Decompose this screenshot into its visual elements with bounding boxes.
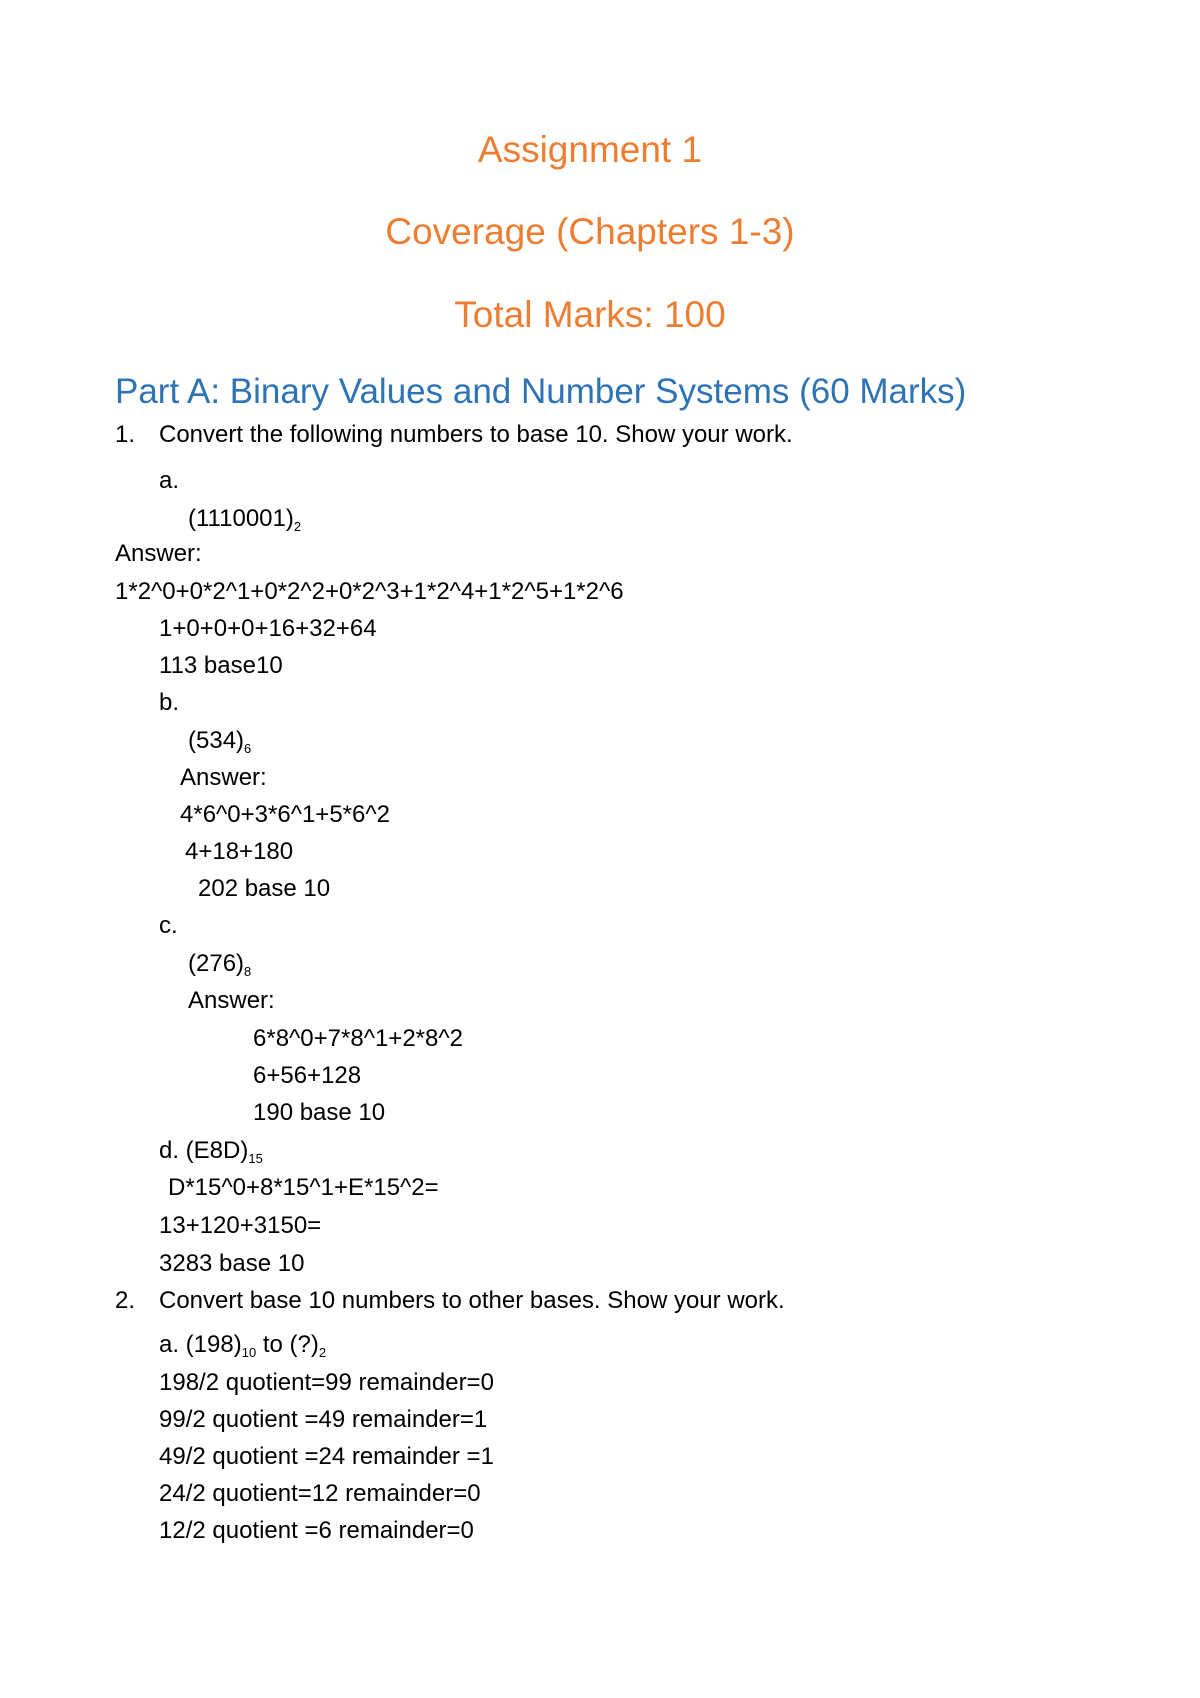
q1c-number: (276) [188, 950, 245, 977]
q1b-number: (534) [188, 727, 245, 754]
q1b-base: 6 [244, 741, 252, 756]
q2a-to-base: 2 [318, 1345, 327, 1360]
q1c-answer-label: Answer: [188, 987, 275, 1014]
q1d-expansion: D*15^0+8*15^1+E*15^2= [168, 1174, 439, 1201]
q1c-label: c. [159, 912, 178, 939]
q1b-answer-label: Answer: [180, 764, 267, 791]
q2a-step: 49/2 quotient =24 remainder =1 [159, 1443, 494, 1470]
q1d-base: 15 [248, 1151, 263, 1166]
q2a-step: 99/2 quotient =49 remainder=1 [159, 1406, 488, 1433]
question-2-prompt: Convert base 10 numbers to other bases. Show your work. [159, 1287, 785, 1314]
q1a-sum: 1+0+0+0+16+32+64 [159, 615, 377, 642]
q1b-label: b. [159, 689, 180, 716]
q1c-result: 190 base 10 [253, 1099, 386, 1126]
q1b-expansion: 4*6^0+3*6^1+5*6^2 [180, 801, 390, 828]
q1a-base: 2 [293, 519, 302, 534]
q2a-step: 12/2 quotient =6 remainder=0 [159, 1517, 474, 1544]
q1b-value [188, 726, 251, 756]
q1d-value: d. (E8D) [159, 1137, 249, 1164]
q2a-label-pre: a. (198) [159, 1331, 242, 1358]
q1b-result: 202 base 10 [198, 875, 331, 902]
question-2-number: 2. [115, 1287, 136, 1314]
q1a-number: (1110001) [188, 505, 294, 532]
q1d-result: 3283 base 10 [159, 1250, 305, 1277]
q1b-sum: 4+18+180 [185, 838, 294, 865]
q1c-base: 8 [244, 964, 252, 979]
q2a-step: 198/2 quotient=99 remainder=0 [159, 1369, 494, 1396]
q2a-step: 24/2 quotient=12 remainder=0 [159, 1480, 481, 1507]
q1d-label [159, 1136, 263, 1166]
coverage-title: Coverage (Chapters 1-3) [385, 211, 795, 252]
q1d-sum: 13+120+3150= [159, 1212, 322, 1239]
q2a-label-mid: to (?) [256, 1331, 319, 1358]
q1a-answer-label: Answer: [115, 540, 202, 567]
question-2 [115, 1286, 785, 1316]
question-1-prompt: Convert the following numbers to base 10. Show your work. [159, 421, 793, 448]
q1c-value [188, 949, 251, 979]
q1c-expansion: 6*8^0+7*8^1+2*8^2 [253, 1025, 463, 1052]
q1a-value [188, 504, 301, 534]
assignment-title: Assignment 1 [477, 129, 703, 170]
q1a-expansion: 1*2^0+0*2^1+0*2^2+0*2^3+1*2^4+1*2^5+1*2^6 [115, 578, 624, 605]
q1c-sum: 6+56+128 [253, 1062, 362, 1089]
q2a-from-base: 10 [241, 1345, 257, 1360]
question-1 [115, 420, 793, 450]
q1a-label: a. [159, 467, 180, 494]
q1a-result: 113 base10 [159, 652, 283, 679]
q2a-label [159, 1330, 326, 1360]
question-1-number: 1. [115, 421, 136, 448]
part-a-heading: Part A: Binary Values and Number Systems (60 Marks) [115, 372, 967, 411]
total-marks-title: Total Marks: 100 [454, 294, 726, 335]
